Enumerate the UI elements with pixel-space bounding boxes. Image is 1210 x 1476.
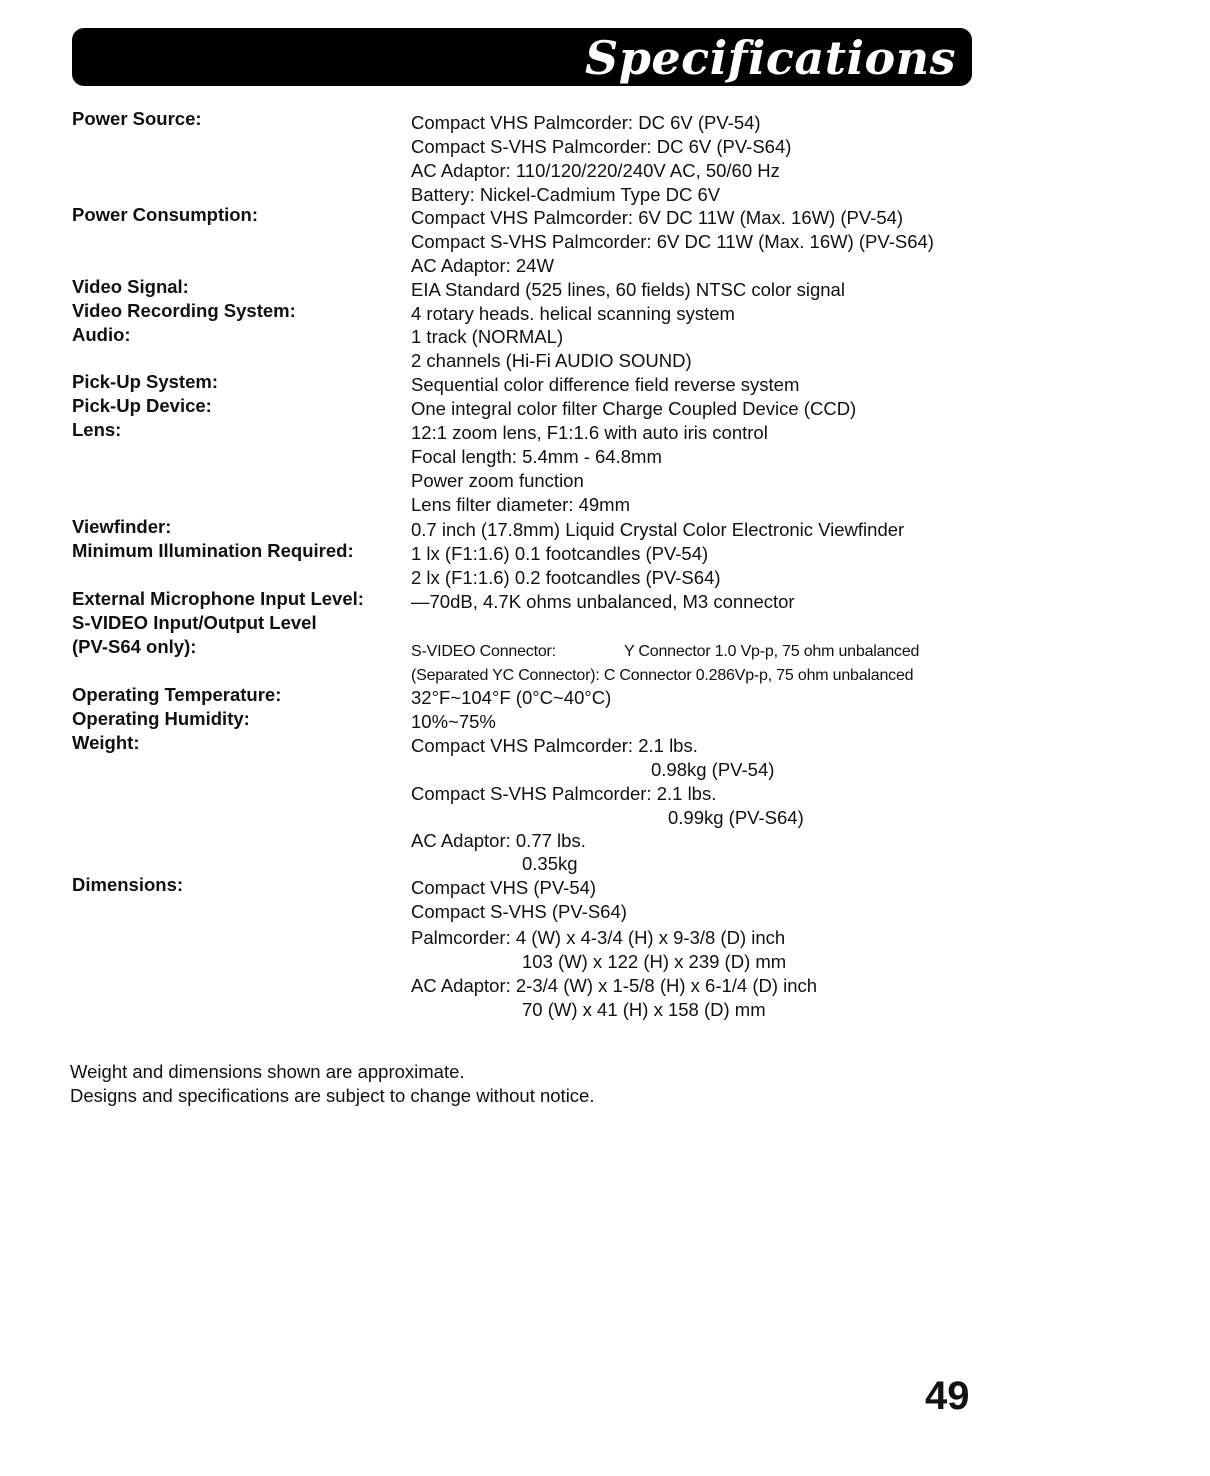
value-line: Battery: Nickel-Cadmium Type DC 6V (411, 184, 721, 205)
value-line: Compact S-VHS Palmcorder: 2.1 lbs. (411, 783, 717, 804)
value-line: AC Adaptor: 110/120/220/240V AC, 50/60 Hz (411, 160, 780, 181)
value-line: Power zoom function (411, 470, 584, 491)
value-line: Compact VHS Palmcorder: 2.1 lbs. (411, 735, 698, 756)
value-line: 70 (W) x 41 (H) x 158 (D) mm (522, 999, 766, 1020)
value-line: Palmcorder: 4 (W) x 4-3/4 (H) x 9-3/8 (D) inch (411, 927, 786, 948)
value-line: EIA Standard (525 lines, 60 fields) NTSC color signal (411, 279, 845, 300)
value-line: 103 (W) x 122 (H) x 239 (D) mm (522, 951, 787, 972)
label-power-source: Power Source: (72, 108, 202, 129)
value-line: Y Connector 1.0 Vp-p, 75 ohm unbalanced (624, 643, 920, 660)
value-line: AC Adaptor: 2-3/4 (W) x 1-5/8 (H) x 6-1/4 (D) inch (411, 975, 818, 996)
value-line: 2 lx (F1:1.6) 0.2 footcandles (PV-S64) (411, 567, 721, 588)
label-svideo-level-note: (PV-S64 only): (72, 636, 197, 657)
label-lens: Lens: (72, 419, 122, 440)
label-viewfinder: Viewfinder: (72, 516, 172, 537)
value-line: Compact VHS Palmcorder: DC 6V (PV-54) (411, 112, 761, 133)
label-weight: Weight: (72, 732, 140, 753)
label-dimensions: Dimensions: (72, 874, 184, 895)
value-line: 12:1 zoom lens, F1:1.6 with auto iris control (411, 422, 768, 443)
value-line: —70dB, 4.7K ohms unbalanced, M3 connector (411, 591, 795, 612)
value-line: Lens filter diameter: 49mm (411, 494, 631, 515)
page-title: Specifications (585, 31, 956, 85)
label-pick-up-device: Pick-Up Device: (72, 395, 212, 416)
value-line: 32°F~104°F (0°C~40°C) (411, 687, 612, 708)
value-line: 10%~75% (411, 711, 496, 732)
value-line: Compact S-VHS Palmcorder: DC 6V (PV-S64) (411, 136, 792, 157)
note-approximate: Weight and dimensions shown are approximate. (70, 1061, 465, 1082)
label-audio: Audio: (72, 324, 131, 345)
value-line: 1 track (NORMAL) (411, 326, 564, 347)
value-line: Compact S-VHS Palmcorder: 6V DC 11W (Max. 16W) (PV-S64) (411, 231, 934, 252)
value-line: (Separated YC Connector): C Connector 0.286Vp-p, 75 ohm unbalanced (411, 667, 914, 684)
page-number: 49 (925, 1374, 970, 1418)
label-pick-up-system: Pick-Up System: (72, 371, 218, 392)
value-line: 4 rotary heads. helical scanning system (411, 303, 735, 324)
header-bar (72, 28, 972, 86)
label-video-signal: Video Signal: (72, 276, 189, 297)
value-line: 0.99kg (PV-S64) (668, 807, 804, 828)
value-line: Focal length: 5.4mm - 64.8mm (411, 446, 662, 467)
value-line: Compact VHS Palmcorder: 6V DC 11W (Max. 16W) (PV-54) (411, 207, 904, 228)
label-operating-temperature: Operating Temperature: (72, 684, 282, 705)
value-line: 0.35kg (522, 853, 578, 874)
label-video-recording-system: Video Recording System: (72, 300, 296, 321)
label-power-consumption: Power Consumption: (72, 204, 259, 225)
value-line: Compact S-VHS (PV-S64) (411, 901, 627, 922)
value-line: Sequential color difference field reverse system (411, 374, 800, 395)
value-line: 1 lx (F1:1.6) 0.1 footcandles (PV-54) (411, 543, 709, 564)
label-external-microphone: External Microphone Input Level: (72, 588, 364, 609)
value-line: AC Adaptor: 0.77 lbs. (411, 830, 586, 851)
value-line: Compact VHS (PV-54) (411, 877, 597, 898)
value-line: 0.98kg (PV-54) (651, 759, 775, 780)
label-svideo-level: S-VIDEO Input/Output Level (72, 612, 317, 633)
note-subject-to-change: Designs and specifications are subject to change without notice. (70, 1085, 595, 1106)
value-line: AC Adaptor: 24W (411, 255, 554, 276)
label-operating-humidity: Operating Humidity: (72, 708, 250, 729)
value-line: One integral color filter Charge Coupled Device (CCD) (411, 398, 857, 419)
label-minimum-illumination: Minimum Illumination Required: (72, 540, 354, 561)
value-line: S-VIDEO Connector: (411, 643, 556, 660)
value-line: 2 channels (Hi-Fi AUDIO SOUND) (411, 350, 692, 371)
value-line: 0.7 inch (17.8mm) Liquid Crystal Color Electronic Viewfinder (411, 519, 905, 540)
